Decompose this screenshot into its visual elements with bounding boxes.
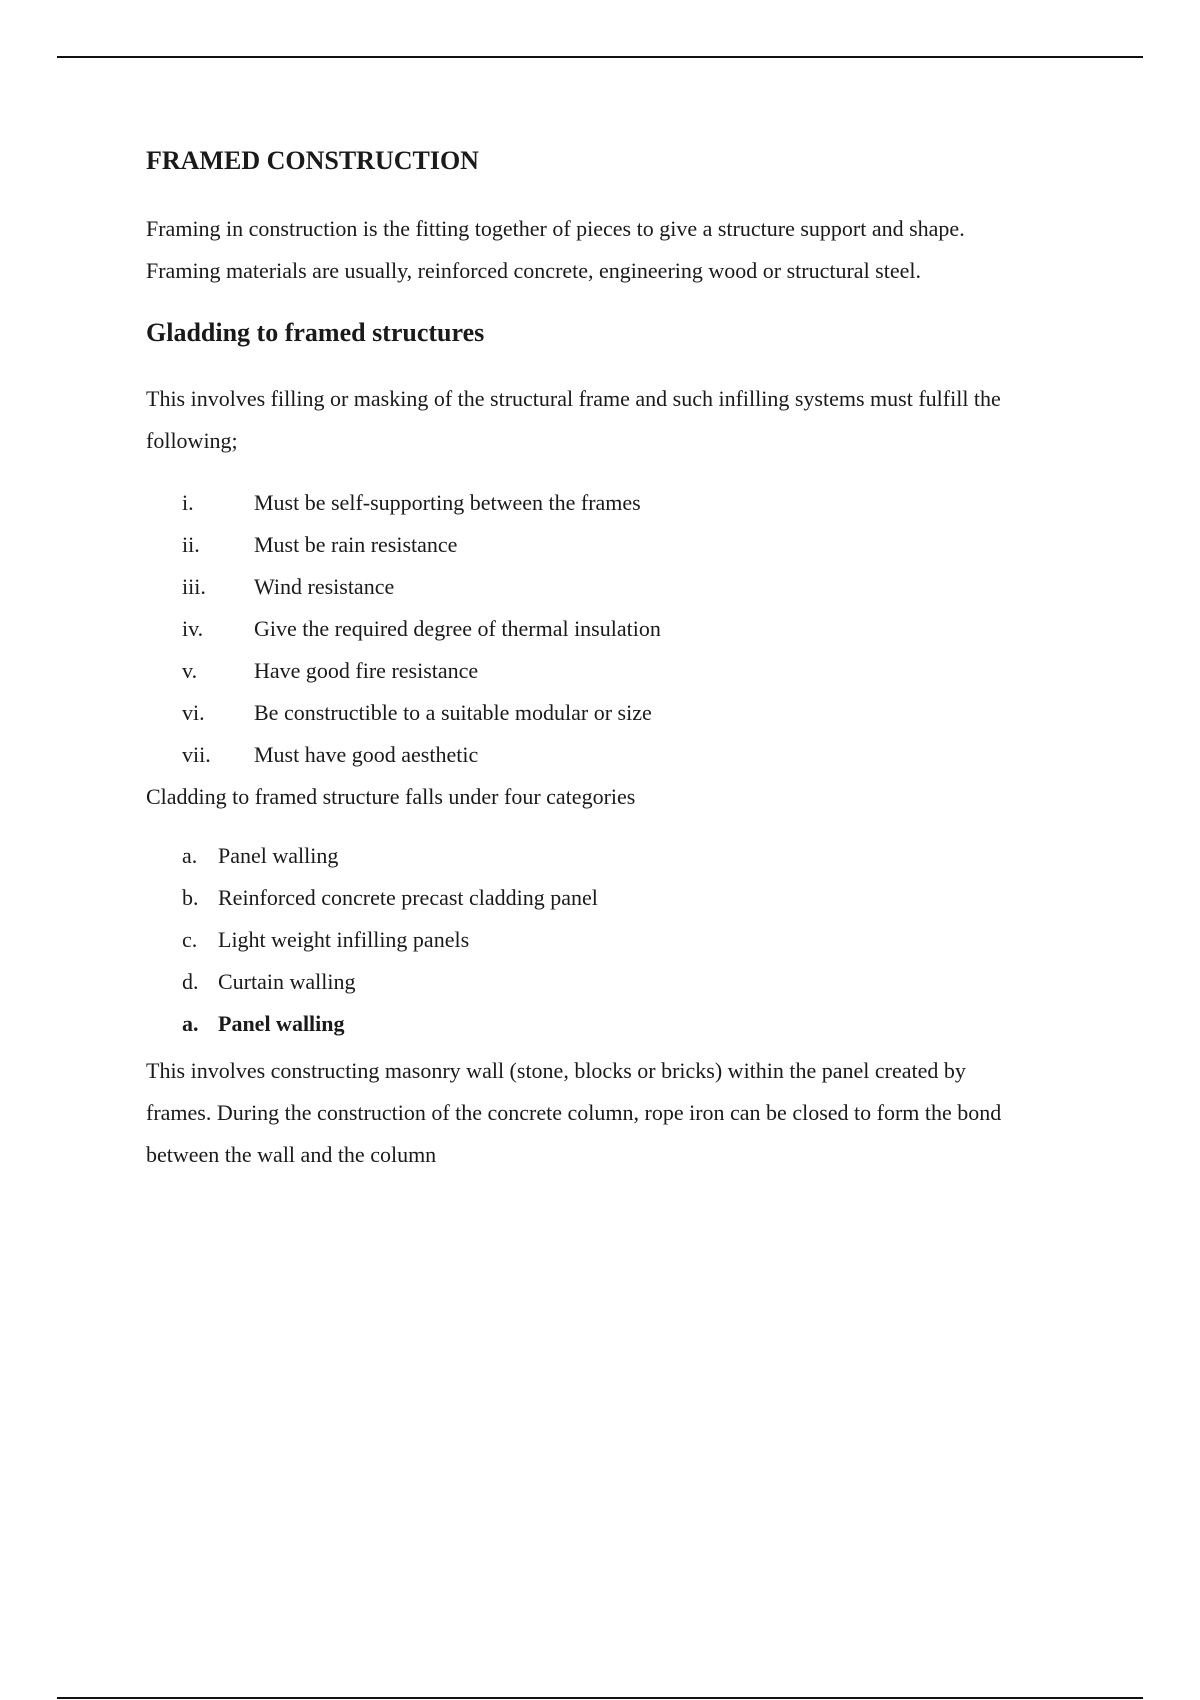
footer-rule: [57, 1697, 1143, 1699]
list-marker: iii.: [182, 574, 206, 599]
list-marker: d.: [182, 969, 199, 994]
list-text: Reinforced concrete precast cladding panel: [218, 885, 598, 910]
subsection-paragraph-line-3: between the wall and the column: [146, 1142, 437, 1167]
categories-intro: Cladding to framed structure falls under four categories: [146, 784, 636, 809]
intro-paragraph-line-1: Framing in construction is the fitting together of pieces to give a structure support and shape.: [146, 216, 965, 241]
section-paragraph-line-1: This involves filling or masking of the structural frame and such infilling systems must fulfill the: [146, 386, 1001, 411]
list-marker: iv.: [182, 616, 204, 641]
list-marker: ii.: [182, 532, 200, 557]
header-rule: [57, 56, 1143, 58]
section-paragraph-line-2: following;: [146, 428, 238, 453]
list-marker: i.: [182, 490, 194, 515]
list-marker: a.: [182, 843, 198, 868]
intro-paragraph-line-2: Framing materials are usually, reinforced concrete, engineering wood or structural steel.: [146, 258, 921, 283]
list-text: Must be rain resistance: [254, 532, 458, 557]
list-text: Wind resistance: [254, 574, 395, 599]
list-marker: b.: [182, 885, 199, 910]
list-text: Panel walling: [218, 1011, 345, 1036]
list-text: Light weight infilling panels: [218, 927, 470, 952]
list-text: Have good fire resistance: [254, 658, 479, 683]
intro-paragraph: [146, 208, 1096, 292]
list-marker: vii.: [182, 742, 211, 767]
list-text: Curtain walling: [218, 969, 356, 994]
list-marker: vi.: [182, 700, 205, 725]
list-text: Must be self-supporting between the frames: [254, 490, 641, 515]
list-text: Panel walling: [218, 843, 339, 868]
section-heading: Gladding to framed structures: [146, 318, 485, 347]
list-marker: c.: [182, 927, 198, 952]
subsection-paragraph-line-2: frames. During the construction of the concrete column, rope iron can be closed to form the bond: [146, 1100, 1002, 1125]
list-text: Must have good aesthetic: [254, 742, 479, 767]
section-paragraph: [146, 378, 1096, 462]
page-title: FRAMED CONSTRUCTION: [146, 146, 479, 175]
subsection-paragraph: [146, 1050, 1096, 1176]
list-text: Give the required degree of thermal insulation: [254, 616, 661, 641]
list-marker: a.: [182, 1011, 199, 1036]
list-marker: v.: [182, 658, 198, 683]
subsection-paragraph-line-1: This involves constructing masonry wall (stone, blocks or bricks) within the panel created by: [146, 1058, 966, 1083]
list-text: Be constructible to a suitable modular or size: [254, 700, 652, 725]
